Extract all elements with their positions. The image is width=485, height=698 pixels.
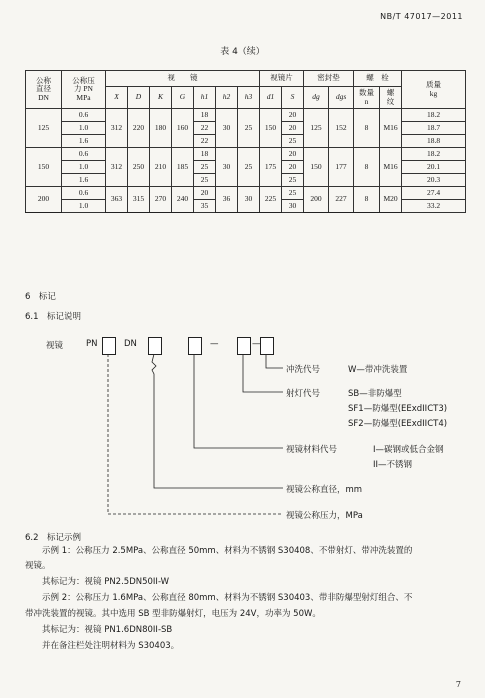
col-dn: 公称 直径 DN — [26, 71, 62, 109]
col-pn: 公称压 力 PN MPa — [62, 71, 106, 109]
group-bolt: 螺 栓 — [354, 71, 402, 87]
table-row: 200 0.6 363 315 270 240 20 36 30 225 25 200 227 8 M20 27.4 — [26, 187, 466, 200]
diagram-dn: DN — [124, 339, 137, 349]
pn-box — [102, 337, 116, 355]
table-row: 1.6 25 25 20.3 — [26, 174, 466, 187]
diagram-dash-2: — — [252, 339, 261, 349]
material-box — [188, 337, 202, 355]
example-1-line-2: 视镜。 — [25, 561, 51, 571]
table-row: 1.6 22 25 18.8 — [26, 135, 466, 148]
col-d1: d1 — [260, 87, 282, 109]
example-2-line-2: 带冲洗装置的视镜。其中选用 SB 型非防爆射灯，电压为 24V，功率为 50W。 — [25, 609, 321, 619]
group-glass: 视镜片 — [260, 71, 304, 87]
example-2-note: 并在备注栏处注明材料为 S30403。 — [42, 641, 180, 651]
table-row: 1.0 22 20 18.7 — [26, 122, 466, 135]
col-d: D — [128, 87, 150, 109]
standard-number: NB/T 47017—2011 — [380, 12, 463, 21]
col-h1: h1 — [194, 87, 216, 109]
example-1-mark: 其标记为：视镜 PN2.5DN50II-W — [42, 577, 170, 587]
material-desc-1: I—碳钢或低合金钢 — [373, 445, 444, 455]
dn-label: 视镜公称直径，mm — [286, 485, 363, 495]
table-caption: 表 4（续） — [220, 47, 265, 57]
group-sight: 视 镜 — [106, 71, 260, 87]
col-k: K — [150, 87, 172, 109]
light-code-label: 射灯代号 — [286, 389, 321, 399]
flush-code-desc: W—带冲洗装置 — [348, 365, 408, 375]
light-desc-3: SF2—防爆型(EExdIICT4) — [348, 419, 448, 429]
table-row: 150 0.6 312 250 210 185 18 30 25 175 20 150 177 8 M16 18.2 — [26, 148, 466, 161]
col-x: X — [106, 87, 128, 109]
material-desc-2: II—不锈钢 — [373, 460, 413, 470]
example-2-mark: 其标记为：视镜 PN1.6DN80II-SB — [42, 625, 173, 635]
section-6-1-title: 6.1 标记说明 — [25, 312, 82, 322]
col-thread: 螺 纹 — [380, 87, 402, 109]
flush-code-label: 冲洗代号 — [286, 365, 321, 375]
col-n: 数量 n — [354, 87, 380, 109]
col-h3: h3 — [238, 87, 260, 109]
col-g: G — [172, 87, 194, 109]
col-mass: 质量 kg — [402, 71, 466, 109]
diagram-dash-1: — — [210, 339, 219, 349]
col-dg: dg — [304, 87, 329, 109]
light-box — [237, 337, 251, 355]
table-row: 125 0.6 312 220 180 160 18 30 25 150 20 125 152 8 M16 18.2 — [26, 109, 466, 122]
diagram-pn: PN — [86, 339, 98, 349]
light-desc-1: SB—非防爆型 — [348, 389, 402, 399]
col-s: S — [282, 87, 304, 109]
dn-box — [148, 337, 162, 355]
diagram-sight: 视镜 — [46, 341, 64, 351]
light-desc-2: SF1—防爆型(EExdIICT3) — [348, 404, 448, 414]
col-h2: h2 — [216, 87, 238, 109]
page-number: 7 — [455, 680, 461, 689]
table-row: 1.0 35 30 33.2 — [26, 200, 466, 213]
material-code-label: 视镜材料代号 — [286, 445, 338, 455]
col-dgs: dgs — [329, 87, 354, 109]
table-row: 1.0 25 20 20.1 — [26, 161, 466, 174]
example-2-line-1: 示例 2：公称压力 1.6MPa、公称直径 80mm、材料为不锈钢 S30403、带非防爆型射灯组合、不 — [42, 593, 413, 603]
section-6-2-title: 6.2 标记示例 — [25, 533, 82, 543]
group-gasket: 密封垫 — [304, 71, 354, 87]
flush-box — [260, 337, 274, 355]
example-1-line-1: 示例 1：公称压力 2.5MPa、公称直径 50mm、材料为不锈钢 S30408、不带射灯、带冲洗装置的 — [42, 546, 413, 556]
section-6-title: 6 标记 — [25, 292, 56, 302]
pn-label: 视镜公称压力，MPa — [286, 511, 363, 521]
